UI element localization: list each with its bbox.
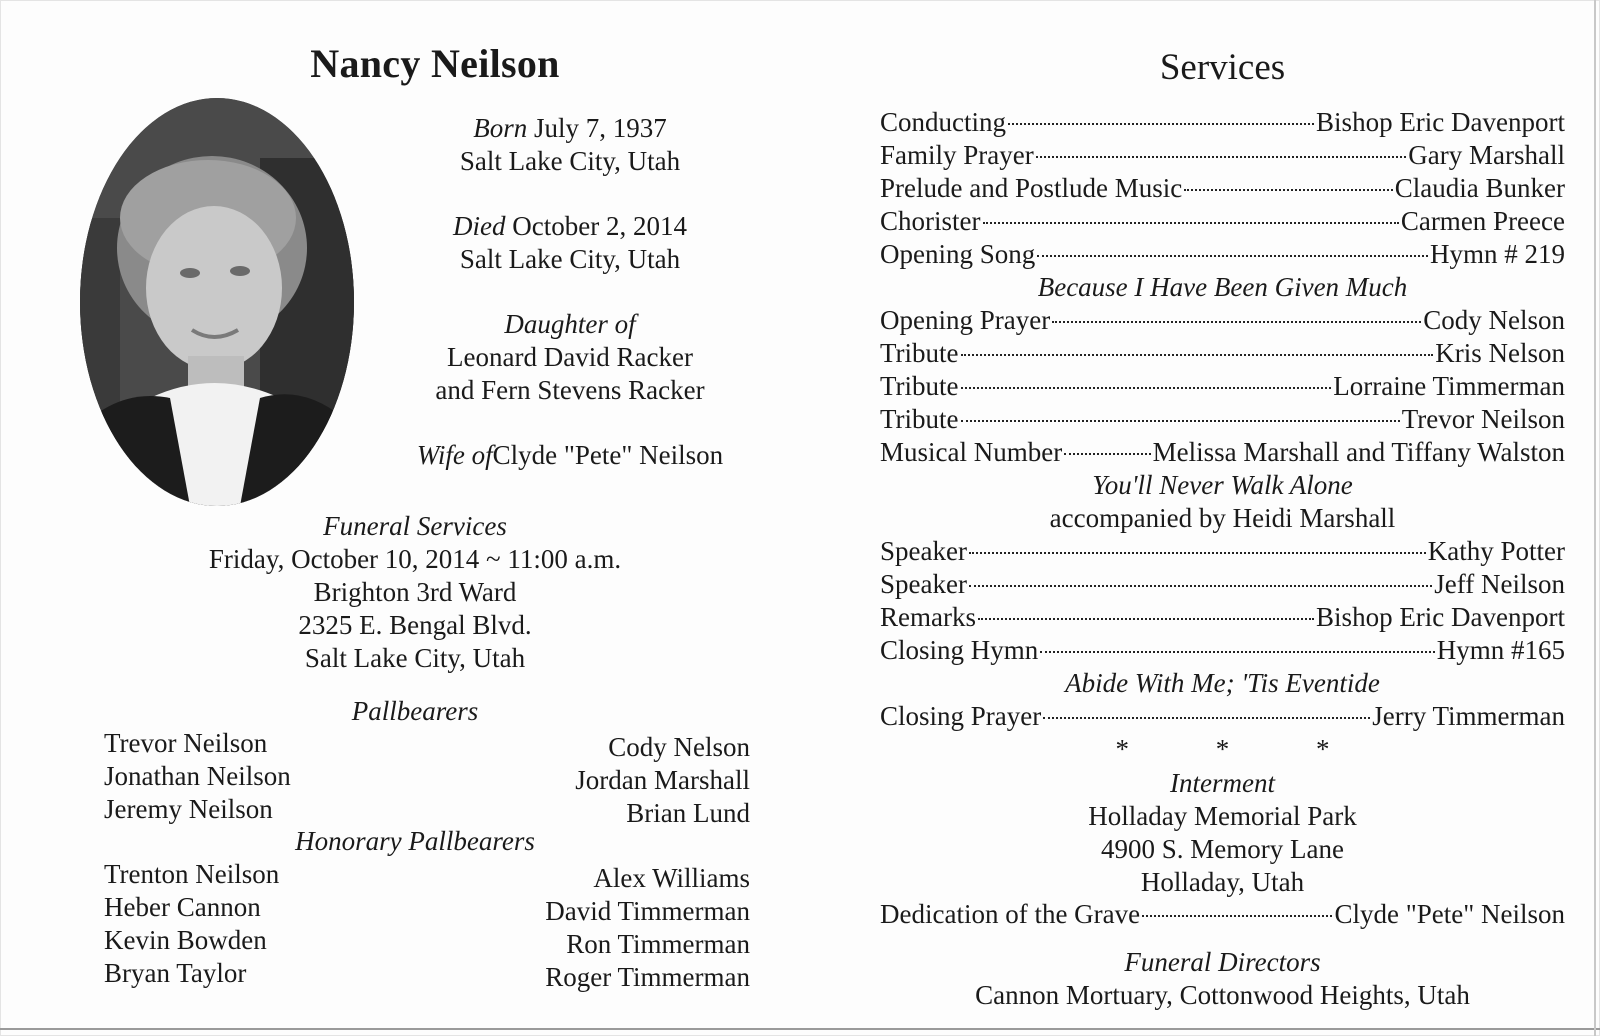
leader-dots (1036, 156, 1407, 158)
spacer (880, 932, 1565, 946)
program-role: Musical Number (880, 437, 1063, 467)
right-panel (880, 0, 1565, 1036)
leader-dots (983, 222, 1399, 224)
program-role: Tribute (880, 371, 959, 401)
pallbearers-left-list (104, 727, 291, 826)
program-person: Claudia Bunker (1394, 173, 1565, 203)
funeral-services-block (130, 510, 700, 675)
pallbearer-name: Jordan Marshall (575, 765, 750, 795)
leader-dots (969, 552, 1426, 554)
program-person: Carmen Preece (1400, 206, 1565, 236)
program-person: Cody Nelson (1423, 305, 1565, 335)
program-row (880, 173, 1565, 206)
honorary-pallbearer-name: Trenton Neilson (104, 859, 280, 889)
program-row (880, 371, 1565, 404)
honorary-pallbearer-name: Kevin Bowden (104, 925, 267, 955)
honorary-pallbearer-name: David Timmerman (545, 896, 750, 926)
program-row (880, 437, 1565, 470)
services-title: Services (1159, 47, 1286, 88)
funeral-datetime: Friday, October 10, 2014 ~ 11:00 a.m. (208, 544, 622, 574)
dedication-label: Dedication of the Grave (880, 899, 1141, 929)
interment-block (880, 767, 1565, 899)
interment-heading: Interment (1170, 768, 1275, 798)
funeral-directors-block (880, 946, 1565, 1012)
pallbearer-name: Jonathan Neilson (104, 761, 291, 791)
portrait-photo (80, 98, 354, 506)
born-place: Salt Lake City, Utah (459, 146, 681, 176)
dedication-row (880, 899, 1565, 932)
born-date: July 7, 1937 (533, 113, 667, 143)
died-label: Died (453, 211, 506, 241)
death-info (390, 210, 750, 276)
program-row (880, 536, 1565, 569)
honorary-right-list (450, 862, 750, 994)
spouse-info (390, 439, 750, 472)
program-row (880, 701, 1565, 734)
program-role: Tribute (880, 338, 959, 368)
pallbearer-name: Jeremy Neilson (104, 794, 273, 824)
services-program (880, 107, 1565, 1012)
pallbearer-name: Trevor Neilson (104, 728, 268, 758)
program-row (880, 404, 1565, 437)
left-panel (90, 0, 790, 1036)
program-row (880, 569, 1565, 602)
program-role: Remarks (880, 602, 976, 632)
program-row (880, 338, 1565, 371)
page-right-edge (1594, 0, 1596, 1036)
leader-dots (969, 585, 1432, 587)
died-date: October 2, 2014 (512, 211, 687, 241)
program-person: Kathy Potter (1427, 536, 1565, 566)
leader-dots (1043, 717, 1370, 719)
separator-stars: * * * (1115, 734, 1370, 764)
leader-dots (1184, 189, 1393, 191)
dedication-person: Clyde "Pete" Neilson (1334, 899, 1565, 929)
leader-dots (1037, 255, 1428, 257)
program-row (880, 140, 1565, 173)
pallbearers-heading: Pallbearers (351, 696, 479, 726)
deceased-name: Nancy Neilson (310, 41, 560, 86)
program-person: Hymn # 219 (1430, 239, 1565, 269)
program-role: Speaker (880, 536, 967, 566)
died-place: Salt Lake City, Utah (459, 244, 681, 274)
program-person: Melissa Marshall and Tiffany Walston (1152, 437, 1565, 467)
leader-dots (1040, 651, 1434, 653)
interment-city: Holladay, Utah (1140, 867, 1305, 897)
program-role: Closing Prayer (880, 701, 1042, 731)
program-role: Opening Song (880, 239, 1036, 269)
program-person: Hymn #165 (1436, 635, 1565, 665)
program-row (880, 305, 1565, 338)
program-role: Conducting (880, 107, 1006, 137)
funeral-directors-name: Cannon Mortuary, Cottonwood Heights, Utah (975, 980, 1470, 1010)
funeral-services-heading: Funeral Services (323, 511, 507, 541)
honorary-pallbearer-name: Roger Timmerman (545, 962, 750, 992)
accompaniment-note: accompanied by Heidi Marshall (1049, 503, 1396, 533)
leader-dots (1142, 915, 1332, 917)
bio-block (390, 112, 750, 504)
funeral-directors-heading: Funeral Directors (1124, 947, 1321, 977)
leader-dots (978, 618, 1314, 620)
honorary-pallbearer-name: Alex Williams (593, 863, 750, 893)
program-role: Tribute (880, 404, 959, 434)
honorary-pallbearers-heading: Honorary Pallbearers (295, 826, 535, 856)
parents-line-2: and Fern Stevens Racker (435, 375, 705, 405)
program-person: Jeff Neilson (1434, 569, 1565, 599)
leader-dots (961, 387, 1332, 389)
program-row (880, 206, 1565, 239)
wife-label: Wife of (416, 440, 493, 470)
honorary-left-list (104, 858, 279, 990)
honorary-pallbearer-name: Heber Cannon (104, 892, 261, 922)
leader-dots (1052, 321, 1421, 323)
pallbearer-name: Cody Nelson (608, 732, 750, 762)
program-row (880, 602, 1565, 635)
funeral-address: 2325 E. Bengal Blvd. (298, 610, 532, 640)
program-role: Family Prayer (880, 140, 1034, 170)
leader-dots (961, 420, 1400, 422)
program-role: Prelude and Postlude Music (880, 173, 1183, 203)
daughter-label: Daughter of (504, 309, 636, 339)
program-person: Bishop Eric Davenport (1316, 107, 1565, 137)
born-label: Born (473, 113, 528, 143)
interment-address: 4900 S. Memory Lane (1101, 834, 1344, 864)
pallbearer-name: Brian Lund (626, 798, 750, 828)
leader-dots (1064, 453, 1150, 455)
song-title: You'll Never Walk Alone (1092, 470, 1353, 500)
pallbearers-right-list (450, 731, 750, 830)
spouse-name: Clyde "Pete" Neilson (492, 440, 724, 470)
program-row (880, 239, 1565, 272)
program-role: Closing Hymn (880, 635, 1039, 665)
program-row (880, 635, 1565, 668)
song-title: Abide With Me; 'Tis Eventide (1065, 668, 1380, 698)
program-person: Bishop Eric Davenport (1316, 602, 1565, 632)
program-person: Gary Marshall (1408, 140, 1565, 170)
leader-dots (961, 354, 1434, 356)
birth-info (390, 112, 750, 178)
interment-place: Holladay Memorial Park (1088, 801, 1357, 831)
program-row (880, 107, 1565, 140)
program-role: Speaker (880, 569, 967, 599)
portrait-image (80, 98, 354, 506)
program-role: Opening Prayer (880, 305, 1051, 335)
program-role: Chorister (880, 206, 981, 236)
funeral-city: Salt Lake City, Utah (304, 643, 526, 673)
honorary-pallbearer-name: Bryan Taylor (104, 958, 247, 988)
parents-info (390, 308, 750, 407)
program-person: Jerry Timmerman (1372, 701, 1565, 731)
program-person: Trevor Neilson (1401, 404, 1565, 434)
song-title: Because I Have Been Given Much (1037, 272, 1408, 302)
program-person: Lorraine Timmerman (1333, 371, 1565, 401)
funeral-location: Brighton 3rd Ward (313, 577, 517, 607)
parents-line-1: Leonard David Racker (447, 342, 693, 372)
program-person: Kris Nelson (1435, 338, 1565, 368)
honorary-pallbearer-name: Ron Timmerman (566, 929, 750, 959)
leader-dots (1008, 123, 1314, 125)
